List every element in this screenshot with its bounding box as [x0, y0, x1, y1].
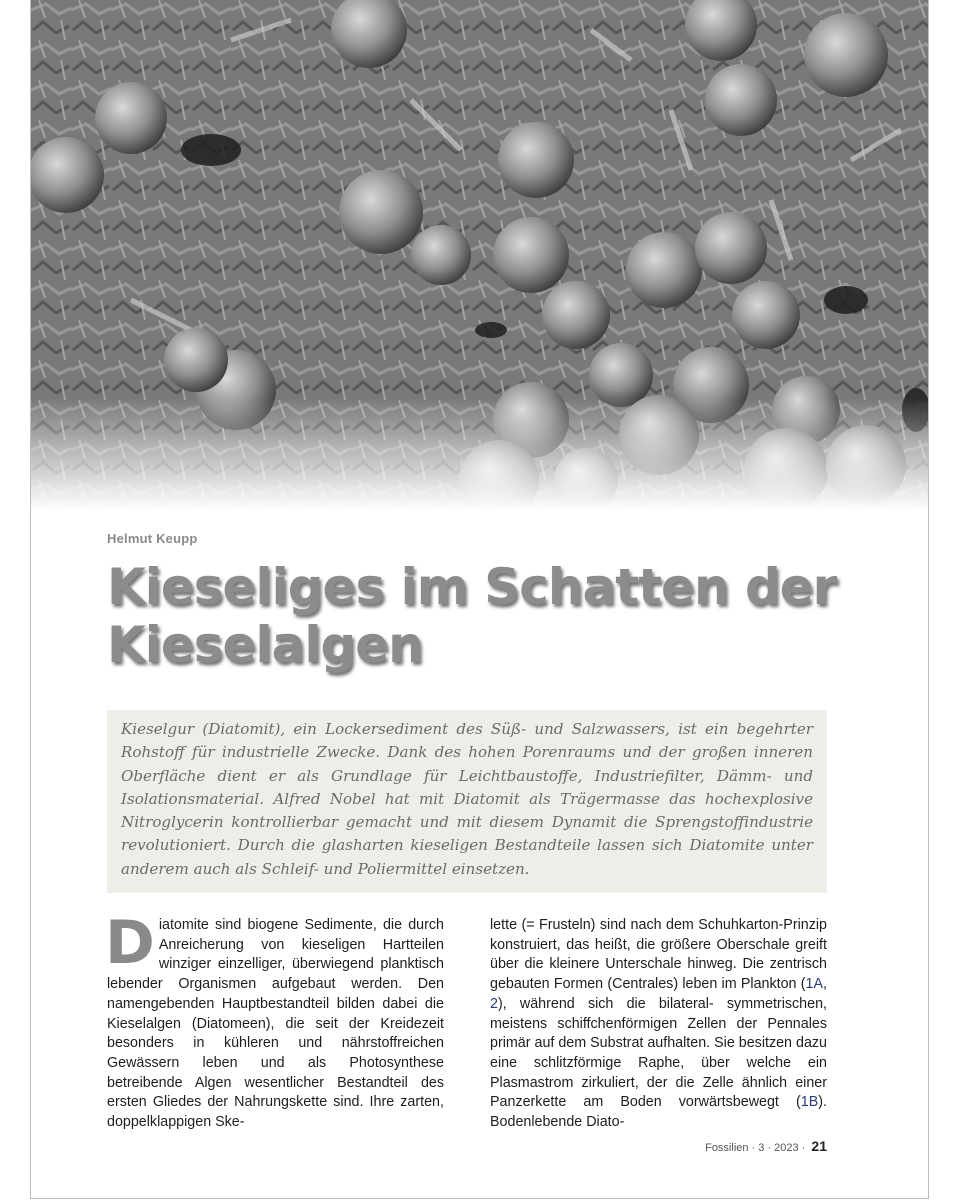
- article-title-line-2: Kieselalgen: [107, 616, 423, 674]
- body-text-segment: ), während sich die bilateral- symmetrischen, meistens schiffchenförmigen Zellen der Pennales primär auf dem Substrat aufhalten. Sie besitzen dazu eine schlitzförmige Raphe, über welche ein Plasmastrom zirkuliert, der die Zelle ähnlich einer Panzerkette am Boden vorwärtsbewegt (: [490, 995, 827, 1111]
- page-footer: [705, 1138, 827, 1154]
- figure-reference-2[interactable]: 2: [490, 995, 498, 1012]
- body-text-segment: lette (= Frusteln) sind nach dem Schuhkarton-Prinzip konstruiert, das heißt, die größere Oberschale greift über die kleinere Unterschale hinweg. Die zentrisch gebauten Formen (Centrales) leben im Plankton (: [490, 917, 827, 993]
- figure-reference-1b[interactable]: 1B: [800, 1094, 819, 1111]
- body-text-separator: ,: [823, 976, 827, 993]
- body-column-right: [490, 916, 827, 1133]
- body-paragraph-2: [490, 916, 827, 1133]
- page-number: 21: [811, 1138, 827, 1154]
- drop-cap: D: [105, 908, 155, 978]
- abstract-text: Kieselgur (Diatomit), ein Lockersediment des Süß- und Salzwassers, ist ein begehrter Rohstoff für industrielle Zwecke. Dank des hohen Porenraums und der großen inneren Oberfläche dient er als Grundlage für Leichtbaustoffe, Industriefilter, Dämm- und Isolationsmaterial. Alfred Nobel hat mit Diatomit als Trägermasse das hochexplosive Nitroglycerin kontrollierbar gemacht und mit diesem Dynamit die Sprengstoffindustrie revolutioniert. Durch die glasharten kieseligen Bestandteile lassen sich Diatomite unter anderem auch als Schleif- und Poliermittel einsetzen.: [121, 720, 813, 878]
- hero-microscope-image: [31, 0, 928, 510]
- article-title: [107, 558, 867, 674]
- figure-reference-1a[interactable]: 1A: [805, 976, 824, 993]
- body-paragraph-1: iatomite sind biogene Sedimente, die durch Anreicherung von kieseligen Hartteilen winziger einzelliger, überwiegend planktisch lebender Organismen aufgebaut werden. Den namengebenden Hauptbestandteil bilden dabei die Kieselalgen (Diatomeen), die seit der Kreidezeit besonders in kühleren und nährstoffreichen Gewässern leben und als Photosynthese betreibende Algen wesentlicher Bestandteil des ersten Gliedes der Nahrungskette sind. Ihre zarten, doppelklappigen Ske-: [107, 917, 444, 1131]
- author-name: Helmut Keupp: [107, 531, 198, 546]
- body-column-left: [105, 908, 444, 1133]
- body-text-segment: ). Bodenlebende Diato-: [490, 1094, 827, 1131]
- abstract-box: [107, 710, 827, 893]
- journal-issue: Fossilien · 3 · 2023 ·: [705, 1142, 806, 1154]
- article-title-line-1: Kieseliges im Schatten der: [107, 558, 837, 616]
